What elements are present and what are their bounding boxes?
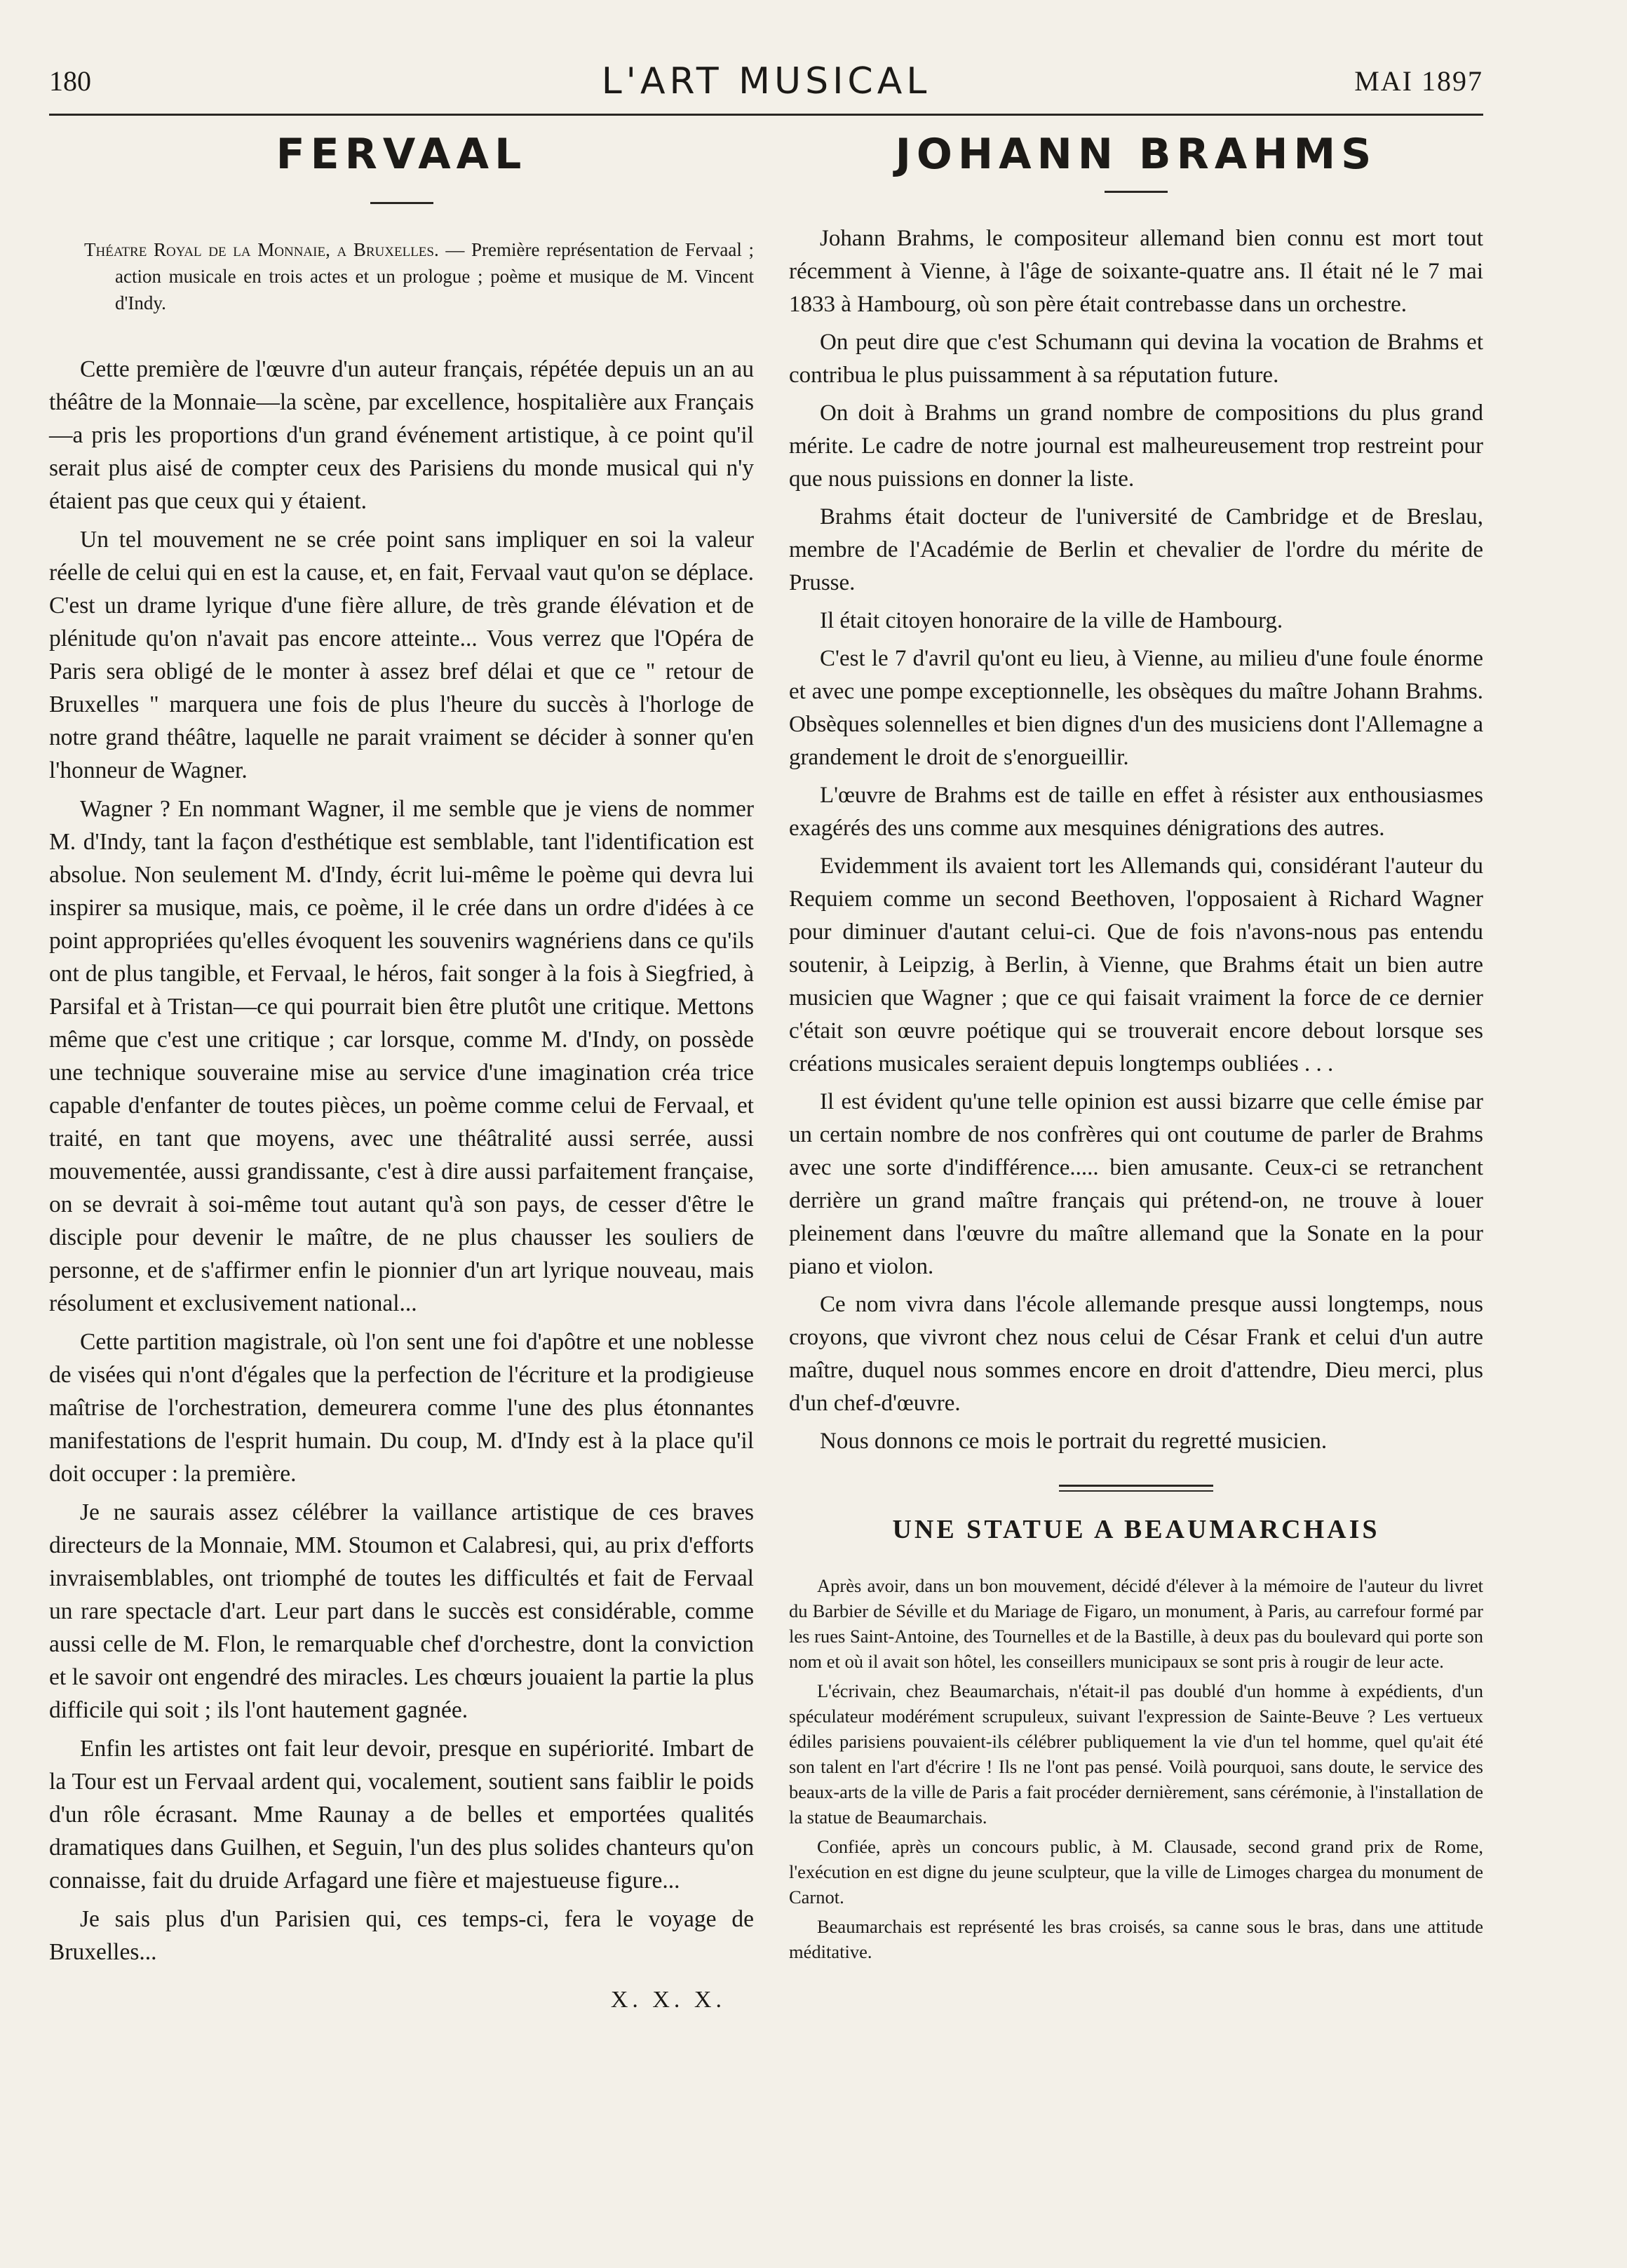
article-title-beaumarchais: UNE STATUE A BEAUMARCHAIS bbox=[892, 1515, 1380, 1544]
fervaal-paragraph: Cette première de l'œuvre d'un auteur français, répétée depuis un an au théâtre de la Monnaie—la scène, par excellence, hospitalière aux Français—a pris les proportions d'un grand événement artistique, à ce point qu'il serait plus aisé de compter ceux des Parisiens du monde musical qui n'y étaient pas que ceux qui y étaient. bbox=[49, 356, 754, 514]
fervaal-paragraph: Wagner ? En nommant Wagner, il me semble que je viens de nommer M. d'Indy, tant la façon d'esthétique est semblable, tant l'identification est absolue. Non seulement M. d'Indy, écrit lui-même le poème qui devra lui inspirer sa musique, mais, ce poème, il le crée dans un ordre d'idées à ce point appropriées qu'elles évoquent les souvenirs wagnériens dans ce qu'ils ont de plus tangible, et Fervaal, le héros, fait songer à la fois à Siegfried, à Parsifal et à Tristan—ce qui pourrait bien être plutôt une critique. Mettons même que c'est une critique ; car lorsque, comme M. d'Indy, on possède une technique souveraine mise au service d'une imagination créa trice capable d'enfanter de toutes pièces, un poème comme celui de Fervaal, et traité, en tant que moyens, avec une théâtralité aussi serrée, aussi mouvementée, aussi grandissante, c'est à dire aussi parfaitement française, on se devrait à soi-même tout autant qu'à son pays, de cesser d'être le disciple pour devenir le maître, de ne plus chausser les souliers de personne, et de s'affirmer enfin le pionnier d'un art lyrique nouveau, mais résolument et exclusivement national... bbox=[49, 796, 754, 1316]
article-caption bbox=[84, 236, 754, 316]
brahms-paragraph: L'œuvre de Brahms est de taille en effet à résister aux enthousiasmes exagérés des uns comme aux mesquines dénigrations des autres. bbox=[789, 783, 1483, 841]
article-title-fervaal: FERVAAL bbox=[276, 130, 527, 179]
fervaal-paragraph: Enfin les artistes ont fait leur devoir, presque en supériorité. Imbart de la Tour est un Fervaal ardent qui, vocalement, soutient sans faiblir le poids d'un rôle écrasant. Mme Raunay a de belles et emportées qualités dramatiques dans Guilhen, et Seguin, l'un des plus solides chanteurs qu'on connaisse, fait du druide Arfagard une fière et majestueuse figure... bbox=[49, 1736, 754, 1894]
page-number: 180 bbox=[49, 65, 91, 97]
issue-date: MAI 1897 bbox=[1354, 65, 1483, 97]
brahms-paragraph: Brahms était docteur de l'université de Cambridge et de Breslau, membre de l'Académie de Berlin et chevalier de l'ordre du mérite de Prusse. bbox=[789, 504, 1483, 595]
beaumarchais-body bbox=[789, 1573, 1483, 1964]
title-dash bbox=[1105, 191, 1168, 193]
header-rule bbox=[49, 114, 1483, 116]
fervaal-paragraph: Je sais plus d'un Parisien qui, ces temps-ci, fera le voyage de Bruxelles... bbox=[49, 1906, 754, 1965]
brahms-paragraph: Il est évident qu'une telle opinion est aussi bizarre que celle émise par un certain nombre de nos confrères qui ont coutume de parler de Brahms avec une sorte d'indifférence..... bien amusante. Ceux-ci se retranchent derrière un grand maître français qui prétend-on, ne trouve à louer pleinement dans l'œuvre du maître allemand que la Sonate en la pour piano et violon. bbox=[789, 1089, 1483, 1279]
brahms-paragraph: Il était citoyen honoraire de la ville de Hambourg. bbox=[820, 608, 1283, 633]
page-header bbox=[49, 60, 1483, 128]
brahms-paragraph: Nous donnons ce mois le portrait du regretté musicien. bbox=[820, 1429, 1328, 1454]
section-divider bbox=[1059, 1490, 1213, 1492]
brahms-paragraph: Ce nom vivra dans l'école allemande presque aussi longtemps, nous croyons, que vivront chez nous celui de César Frank et celui d'un autre maître, duquel nous sommes encore en droit d'attendre, Dieu merci, plus d'un chef-d'œuvre. bbox=[789, 1292, 1483, 1416]
brahms-paragraph: On doit à Brahms un grand nombre de compositions du plus grand mérite. Le cadre de notre journal est malheureusement trop restreint pour que nous puissions en donner la liste. bbox=[789, 400, 1483, 492]
section-divider bbox=[1059, 1485, 1213, 1487]
fervaal-paragraph: Un tel mouvement ne se crée point sans impliquer en soi la valeur réelle de celui qui en est la cause, et, en fait, Fervaal vaut qu'on se déplace. C'est un drame lyrique d'une fière allure, de très grande élévation et de plénitude qu'on n'avait pas encore atteinte... Vous verrez que l'Opéra de Paris sera obligé de le monter à assez bref délai et que ce " retour de Bruxelles " marquera une fois de plus l'heure du succès à l'horloge de notre grand théâtre, laquelle ne parait vraiment se décider à sonner qu'en l'honneur de Wagner. bbox=[49, 527, 754, 783]
beaumarchais-paragraph: Après avoir, dans un bon mouvement, décidé d'élever à la mémoire de l'auteur du livret du Barbier de Séville et du Mariage de Figaro, un monument, à Paris, au carrefour formé par les rues Saint-Antoine, des Tournelles et de la Bastille, à deux pas du boulevard qui porte son nom et où il avait son hôtel, les conseillers municipaux se sont pris à rougir de leur acte. bbox=[789, 1575, 1483, 1672]
article-signature: X. X. X. bbox=[610, 1987, 726, 2013]
beaumarchais-paragraph: Beaumarchais est représenté les bras croisés, sa canne sous le bras, dans une attitude méditative. bbox=[789, 1916, 1483, 1962]
journal-title: L'ART MUSICAL bbox=[601, 60, 931, 102]
brahms-paragraph: On peut dire que c'est Schumann qui devina la vocation de Brahms et contribua le plus puissamment à sa réputation future. bbox=[789, 330, 1483, 388]
brahms-body bbox=[789, 222, 1483, 1458]
brahms-paragraph: C'est le 7 d'avril qu'ont eu lieu, à Vienne, au milieu d'une foule énorme et avec une pompe exceptionnelle, les obsèques du maître Johann Brahms. Obsèques solennelles et bien dignes d'un des musiciens dont l'Allemagne a grandement le droit de s'enorgueillir. bbox=[789, 646, 1483, 770]
caption-venue: Théatre Royal de la Monnaie, a Bruxelles. bbox=[84, 239, 439, 260]
fervaal-body bbox=[49, 353, 754, 1969]
title-dash bbox=[370, 202, 433, 204]
article-title-brahms: JOHANN BRAHMS bbox=[895, 130, 1377, 179]
beaumarchais-paragraph: Confiée, après un concours public, à M. Clausade, second grand prix de Rome, l'exécution en est digne du jeune sculpteur, que la ville de Limoges chargea du monument de Carnot. bbox=[789, 1836, 1483, 1908]
brahms-paragraph: Evidemment ils avaient tort les Allemands qui, considérant l'auteur du Requiem comme un second Beethoven, l'opposaient à Richard Wagner pour diminuer d'autant celui-ci. Que de fois n'avons-nous pas entendu soutenir, à Leipzig, à Berlin, à Vienne, que Brahms était un bien autre musicien que Wagner ; que ce qui faisait vraiment la force de ce dernier c'était son œuvre poétique qui se trouverait encore debout lorsque ses créations musicales seraient depuis longtemps oubliées . . . bbox=[789, 853, 1483, 1076]
column-left bbox=[49, 130, 754, 2013]
column-right bbox=[789, 130, 1483, 1969]
caption-text: — Première représentation de Fervaal ; action musicale en trois actes et un prologue ; poème et musique de M. Vincent d'Indy. bbox=[115, 239, 754, 313]
fervaal-paragraph: Je ne saurais assez célébrer la vaillance artistique de ces braves directeurs de la Monnaie, MM. Stoumon et Calabresi, qui, au prix d'efforts invraisemblables, ont triomphé de toutes les difficultés et fait de Fervaal un rare spectacle d'art. Leur part dans le succès est considérable, comme aussi celle de M. Flon, le remarquable chef d'orchestre, dont la conviction et le savoir ont engendré des miracles. Les chœurs jouaient la partie la plus difficile qui soit ; ils l'ont hautement gagnée. bbox=[49, 1499, 754, 1723]
fervaal-paragraph: Cette partition magistrale, où l'on sent une foi d'apôtre et une noblesse de visées qui n'ont d'égales que la perfection de l'écriture et la prodigieuse maîtrise de l'orchestration, demeurera comme l'une des plus étonnantes manifestations de l'esprit humain. Du coup, M. d'Indy est à la place qu'il doit occuper : la première. bbox=[49, 1329, 754, 1487]
beaumarchais-paragraph: L'écrivain, chez Beaumarchais, n'était-il pas doublé d'un homme à expédients, d'un spéculateur modérément scrupuleux, suivant l'expression de Sainte-Beuve ? Les vertueux édiles parisiens pouvaient-ils célébrer publiquement la vie d'un tel homme, quel qu'ait été son talent en l'art d'écrire ! Ils ne l'ont pas pensé. Voilà pourquoi, sans doute, le service des beaux-arts de la ville de Paris a fait procéder dernièrement, sans cérémonie, à l'installation de la statue de Beaumarchais. bbox=[789, 1680, 1483, 1828]
brahms-paragraph: Johann Brahms, le compositeur allemand bien connu est mort tout récemment à Vienne, à l'âge de soixante-quatre ans. Il était né le 7 mai 1833 à Hambourg, où son père était contrebasse dans un orchestre. bbox=[789, 226, 1483, 317]
